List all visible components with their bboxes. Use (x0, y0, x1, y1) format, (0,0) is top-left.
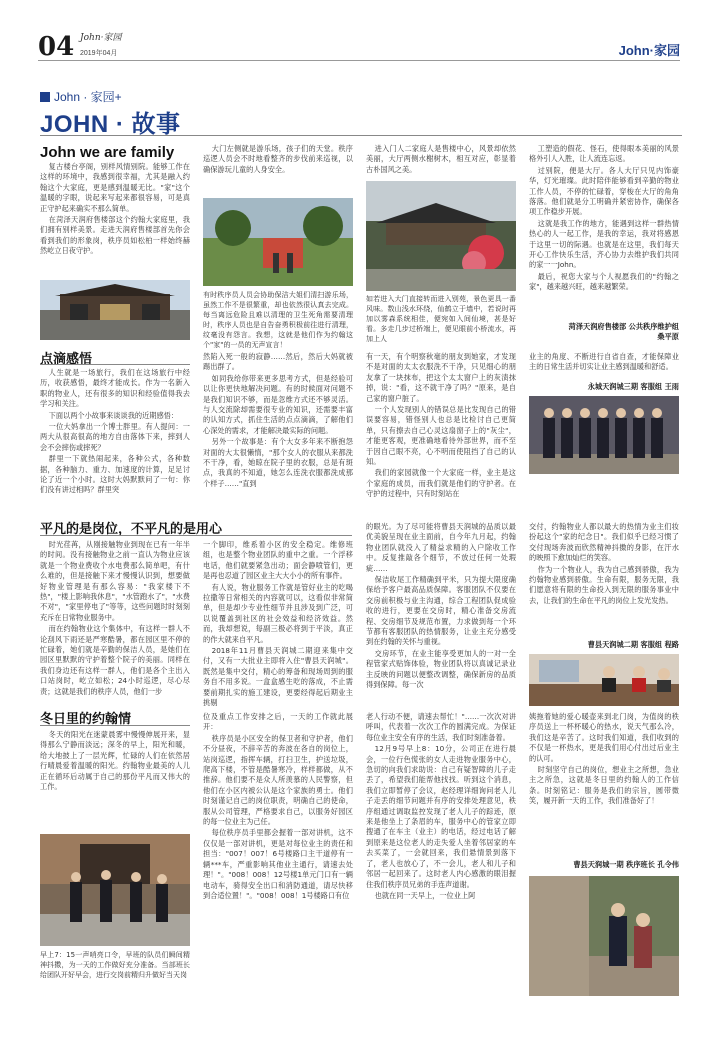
paragraph: 过别院，便是大厅。各人大厅只见内饰豪华，灯光璀璨。此时陪伴能够看到辛勤的物业工作人员，不停的忙碌着，穿梭在大厅的角角落落。他们就是分工明确并紧密协作，确保各项工作稳步开展。 (529, 165, 679, 217)
paragraph: 工塑造的假花、怪石，使得眼本美丽的风景格外引人入胜，让人流连忘返。 (529, 144, 679, 164)
paragraph: 这就是我工作的地方，能遇到这样一群热情热心的人一起工作，是我的幸运，我对将感恩于这里一切的际遇。也就是在这里，我们每天开心工作快乐生活，齐心协力去维护我们共同的家一一John。 (529, 218, 679, 270)
signature-unit: 菏泽天润府售楼部 公共秩序维护组 (568, 322, 679, 331)
paragraph: 的眼光。为了尽可能将曹县天润城的品质以最优美貌呈现在业主面前，自今年九月起，约翰物业团队就没入了精益求精的入户除收工作中。反复推敲各个细节，不放过任何一处瑕疵…… (366, 522, 516, 573)
article-title-family: John we are family (40, 144, 175, 161)
paragraph: 一个脚印，维系着小区的安全稳定。维修班组，也是整个物业团队的重中之重。一个浮移电话，他们就要紧急出动；面会静喷管们，更是再也忍道了园区业主大大小小的所有事件。 (203, 540, 353, 581)
page-headline: JOHN · 故事 (40, 111, 181, 138)
photo-service-desk (529, 654, 679, 706)
paragraph: 群里一下就热闹起来，各种公式，各种数据，各种脑力、重力、加速度的计算，足足讨论了近一个小时。这时大妈默默问了一句：你们没有讲过相吗？群里突 (40, 454, 190, 495)
paragraph: 时光荏苒，从刚接触物业到现在已有一年半的时间。没有接触物业之前一直认为物业应该就是一个物业费收个水电费那么简单吧，有什么难的，但是接触下来才慢慢认识到，想要做好物业管理是有那么容易："我家楼下不热"，"楼上影响我休息"，"水管跑水了"，"水费不对"，"家里停电了"等等，这些问题时时刻刻充斥在日常物业服务中。 (40, 540, 190, 622)
paragraph: 也就在同一天早上，一位业上阿 (374, 890, 476, 900)
winter-col-2 (203, 712, 353, 996)
perception-col-1 (40, 368, 190, 518)
family-col-2 (203, 144, 353, 198)
winter-col-1 (40, 730, 190, 830)
family-signature (529, 322, 679, 348)
page-header (0, 0, 720, 80)
article-title-winter: 冬日里的约翰情 (40, 711, 132, 726)
photo-morning-drill (40, 834, 190, 946)
paragraph: 位及重点工作安排之后，一天的工作就此展开： (203, 712, 353, 732)
paragraph: 作为一个物业人，我为自己感到骄傲，我为约翰物业感到骄傲。生命有限，服务无限，我们愿意将有限的生命投入到无限的服务事业中去，让我们的生命在平凡的岗位上发光发热。 (529, 564, 679, 605)
issue-date: 2019年04月 (80, 50, 118, 57)
photo-staff-lineup (529, 396, 679, 474)
ordinary-col-2 (203, 540, 353, 708)
paragraph: 业主的角度、不断进行自省自查，才能保障业主的日常生活并切实让业主感到温暖和舒适。 (529, 352, 679, 372)
paragraph: 在菏泽天润府售楼部这个约翰大家庭里，我们拥有别样美景。走进天润府售楼部首先你会看到我们的形象岗，秩序员如松柏一样始终赫然屹立日夜守护。 (40, 215, 190, 256)
winter-col-4 (529, 712, 679, 856)
paragraph: 如同我给你带来更多思考方式，但是经验可以让你更快地解决问题。有的时候面对问题不是我们知识不够，而是忽维方式还不够灵活。与人交流除却需要很专业的知识，还需要丰富的认知方式，抓住生活的点点滴滴，了解他们心深处的需求，才能解决最实际的问题。 (203, 373, 353, 435)
photo-helping-elder (529, 876, 679, 996)
paragraph: 进入门人二家庭人是售楼中心，风景却依然美丽，大厅两侧水榭树木，相互对应，彰显着古朴国风之美。 (366, 144, 516, 174)
paragraph: 然陷入死一般的寂静……然后，然后大妈就被踢出群了。 (203, 352, 353, 372)
article-title-ordinary: 平凡的是岗位，不平凡的是用心 (40, 521, 223, 536)
perception-col-2 (203, 352, 353, 518)
paragraph: 而在约翰物业这个集体中，有这样一群人不论刮风下雨还是严寒酷暑，都在园区里不停的忙碌着，她们就是辛勤的保洁人员，是她们在园区里默默的守护着整个院子的美丽。同样在我们身边还有这样一群人，他们是各个主出入口站岗时，屹立如松；24小时巡逻，尽心尽责；这就是我们的秩序人员，他们一步 (40, 624, 190, 696)
family-col-1 (40, 162, 190, 280)
paragraph: 大门左侧就是游乐场，孩子们的天堂。秩序巡逻人员会不时地看整齐的步伐前来巡视，以确保游玩儿童的人身安全。 (203, 144, 353, 174)
paragraph: 老人行动不便，请速去帮忙！"……一次次对讲呼叫，代表着一次次工作的圆满完成。为保证每位业主安全有序的生活，我们时刻准备着。 (366, 712, 516, 742)
winter-signature: 曹县天润城一期 秩序班长 孔令伟 (573, 860, 679, 869)
family-col-2-caption: 有时秩序员人员会协助保洁大姐们清扫游乐场，虽然工作不是很繁重，却也依然很认真去完成。每当离远危险且难以清理的卫生死角需要清理时，秩序人员也是自告奋勇积极前往进行清理，纹毫没有怨言。我想，这就是他们作为约翰这个"家"的一员的无声宣言！ (203, 291, 353, 349)
paragraph: 12月9号早上8：10分，公司正在进行晨会，一位行色慌张的女人走进物业服务中心，急切的向我们求助说：自己有疑智障的儿子走丢了，希望我们能帮他找找。听到这个消息，我们立即暂停了会议，赵经理详细询问老人儿子走丢的细节问题并有序的安排处理意见，秩序组通过调取监控发现了老人儿子的踪迹，原来是他坐上了条眉的车，服务中心的管家立即搜通了在车主（业主）的电话，经过电话了解到原来是这位老人的走失爱人坐着邻居家的车去买菜了，一会就回来，我们悬情景到落下了，老人也放心了，不一会儿，老人和儿子和邻居一起回来了。这时老人内心感激的眼泪握住我们秩序员兄弟的手连声道谢。 (366, 744, 516, 889)
kicker-text: John · 家园+ (54, 90, 122, 104)
ordinary-col-1 (40, 540, 190, 702)
section-kicker (40, 88, 122, 105)
paragraph: 时刻坚守自己的岗位，想业主之所想，急业主之所急，这就是冬日里的约翰人的工作信条。时刻铭记：服务是我们的宗旨，圆带微笑，履开新一天的工作，我们准备好了！ (529, 765, 679, 806)
paragraph: 最后，祝您大家与个人视愿我们的"约翰之家"，越来越兴旺，越来越繁荣。 (529, 271, 679, 292)
perception-col-4 (529, 352, 679, 382)
paragraph: 冬天的阳光在迷蒙晨雾中慢慢伸展开来，显得那么宁静而淡远；深冬的早上，阳光和暖，给大地披上了一层光辉，忙碌的人们在依然居行晴晨爱着温暖的阳光。约翰物业最美的人儿正在循环后动属于自己的那份平凡而又伟大的工作。 (40, 730, 190, 792)
paragraph: 有一天，有个明察秋毫的朋友到她家，才发现不是对面的太太衣服洗不干净，只见细心的朋友拿了一块抹布，把这个太太窗户上的灰渍抹掉，说："看，这不就干净了吗？"原来，是自己家的窗户脏了。 (366, 352, 516, 403)
square-icon (40, 92, 50, 102)
photo-entrance (40, 280, 190, 340)
paragraph: 姨拖着她的爱心暖壶来到北门岗，为值岗的秩序员送上一杯杯暖心的热水，说天气那么冷，我们这是辛苦了。这时我们知道，我们收到的不仅是一杯热水，更是我们用心付出过后业主的认可。 (529, 712, 679, 763)
masthead-brand: John·家园 (80, 33, 122, 43)
family-col-3-caption: 如若进入大门直接转而进入别苑，景色更具一番风味。数山浅水环绕，仙鹤立于墙中，若说时再加以雾森系统相佳，便宛如入间仙境，甚是好看。多走几步过桥端上，便见眼前小桥流水，再加上人 (366, 295, 516, 343)
title-rule (40, 364, 190, 365)
page-number: 04 (38, 32, 75, 62)
signature-name: 桑平原 (657, 332, 679, 342)
paragraph: 每位秩序员手里都会握着一部对讲机，这不仅仅是一部对讲机，更是对每位业主的责任和担当："007！007！6号楼路口主干道停有一辆***车，严重影响其他业主通行，请速去处理！"。"008！008！12号楼1单元门口有一辆电动车，骑得安全出口和消防通道，请尽快移到合适位置！"。"008！008！1号楼路口有位 (203, 828, 353, 900)
paragraph: 复古楼台亭阁，别样风情别院。能够工作在这样的环境中，我感到很幸福，尤其是融入约翰这个大家庭，更是感到温暖无比。"家"这个温暖的字眼，说起来写起来都很容易，可是真正守护起来确实不那么简单。 (40, 162, 190, 213)
ordinary-signature: 曹县天润城二期 客服组 程路 (587, 640, 679, 649)
paragraph: 人生就是一场旅行，我们在这场旅行中经历，收获感悟，最终才能成长。作为一名新入职的物业人，还有很多的知识和经验值得我去学习和关注。 (40, 368, 190, 409)
paragraph: 有人说，物业服务工作就是管好业主的吃喝拉撒等日常相关的内容就可以，这看似非常简单，但是却少专业性细节并且涉及到广泛，可以说覆盖到社区的社会效益和经济效益。然而，我却想说，每副三极必将到于平淡，真正的作大就来自平凡。 (203, 582, 353, 644)
article-title-perception: 点滴感悟 (40, 351, 93, 366)
paragraph: 2018年11月曹县天润城二期迎来集中交付，又有一大批业主即将入住"曹县天润城"。既然是集中交付，精心的筹备和现场周到的服务自不用多说。一盒盒感生吃的落成，不止需要前期扎实的施工建设，更要经得起后期业主挑剔 (203, 646, 353, 708)
paragraph: 保洁收尾工作精确到平米，只为提大限度确保给予客户最高品质保障。客服团队不仅要在交房前积极与业主沟通，综合工程团队促成验收的进行，更要在交房时，精心准备交房流程、交房细节及规范布置，力求做到每一个环节都有客服团队的热情服务，让业主充分感受到在约翰的关怀与重视。 (366, 575, 516, 647)
photo-playground (203, 198, 353, 286)
paragraph: 秩序员是小区安全的保卫者和守护者，他们不分昼夜，不辞辛苦的奔波在各自的岗位上，站岗巡逻，指挥车辆，打扫卫生，护送垃圾，爬高下楼，不管是酷暑寒冷，样样都做，从不推辞。他们要不是众人所羡慕的人民警察，但他们在小区内被公认是这个家族的勇士。他们时刻谨记自己的岗位职责，明确自己的使命，服从公司管理，严格要求自己，以服务好园区的每一位业主为己任。 (203, 733, 353, 827)
title-rule (40, 725, 190, 726)
photo-garden (366, 181, 516, 291)
paragraph: 我们的家园就像一个大家庭一样，业主是这个家庭的成员，而我们就是他们的守护者。在守护的过程中，只有时刻站在 (366, 468, 516, 499)
ordinary-col-3 (366, 522, 516, 702)
paragraph: 交房环节，在业主能享受更加人的一对一全程管家式贴饰体验，物业团队将以真诚记录业主反映的问题以便整改调整，确保新房的品质得到保障。每一次 (366, 648, 516, 690)
paragraph: 交付，约翰物业人都以最大的热情为业主们妆扮起这个"家的纪念日"。我们似乎已经习惯了交付现场奔波而欣然精神抖擞的身影，在汗水的映照下愈加灿烂的笑容。 (529, 522, 679, 563)
perception-signature: 永城天润城三期 客服组 王雨 (587, 382, 679, 391)
winter-col-1-caption: 早上7：15一声哨亮口令，早班的队员们瞬间精神抖擞，为一天的工作做好充分准备。当部班长给团队开好早会，进行交岗前精归升做好当天岗 (40, 951, 190, 979)
section-tag: John·家园 (618, 43, 680, 58)
family-col-4 (529, 144, 679, 322)
paragraph: 一位大妈拿出一个博士胖里。有人提问：一两大从很高很高的地方自由落体下来，摔到人会不会摔伤或摔死？ (40, 422, 190, 452)
paragraph: 另外一个故事是：有个大女多年来不断抱怨对面的大太很懒惰，"那个女人的衣服从来都洗不干净，看，她晾在院子里的衣服，总是有斑点，我真的不知道，她怎么连洗衣服都洗成那个样子……"直到 (203, 437, 353, 488)
winter-col-3 (366, 712, 516, 996)
paragraph: 一个人发现别人的错误总是比发现自己的错误要容易，错怪别人也总是比检讨自己更简单，只有擦去自己心灵这扇窗子上的"灰尘"，才能更客观，更准确地看待外部世界，而不至于因自己眼不亮，心不明而使阻挡了自己的认知。 (366, 405, 516, 467)
headline-rule (40, 135, 682, 136)
ordinary-col-4 (529, 522, 679, 638)
header-rule (38, 60, 680, 61)
perception-col-3 (366, 352, 516, 518)
title-rule (40, 535, 352, 536)
family-col-3 (366, 144, 516, 180)
paragraph: 下面以两个小故事来谈谈我的近期感悟： (48, 410, 179, 420)
